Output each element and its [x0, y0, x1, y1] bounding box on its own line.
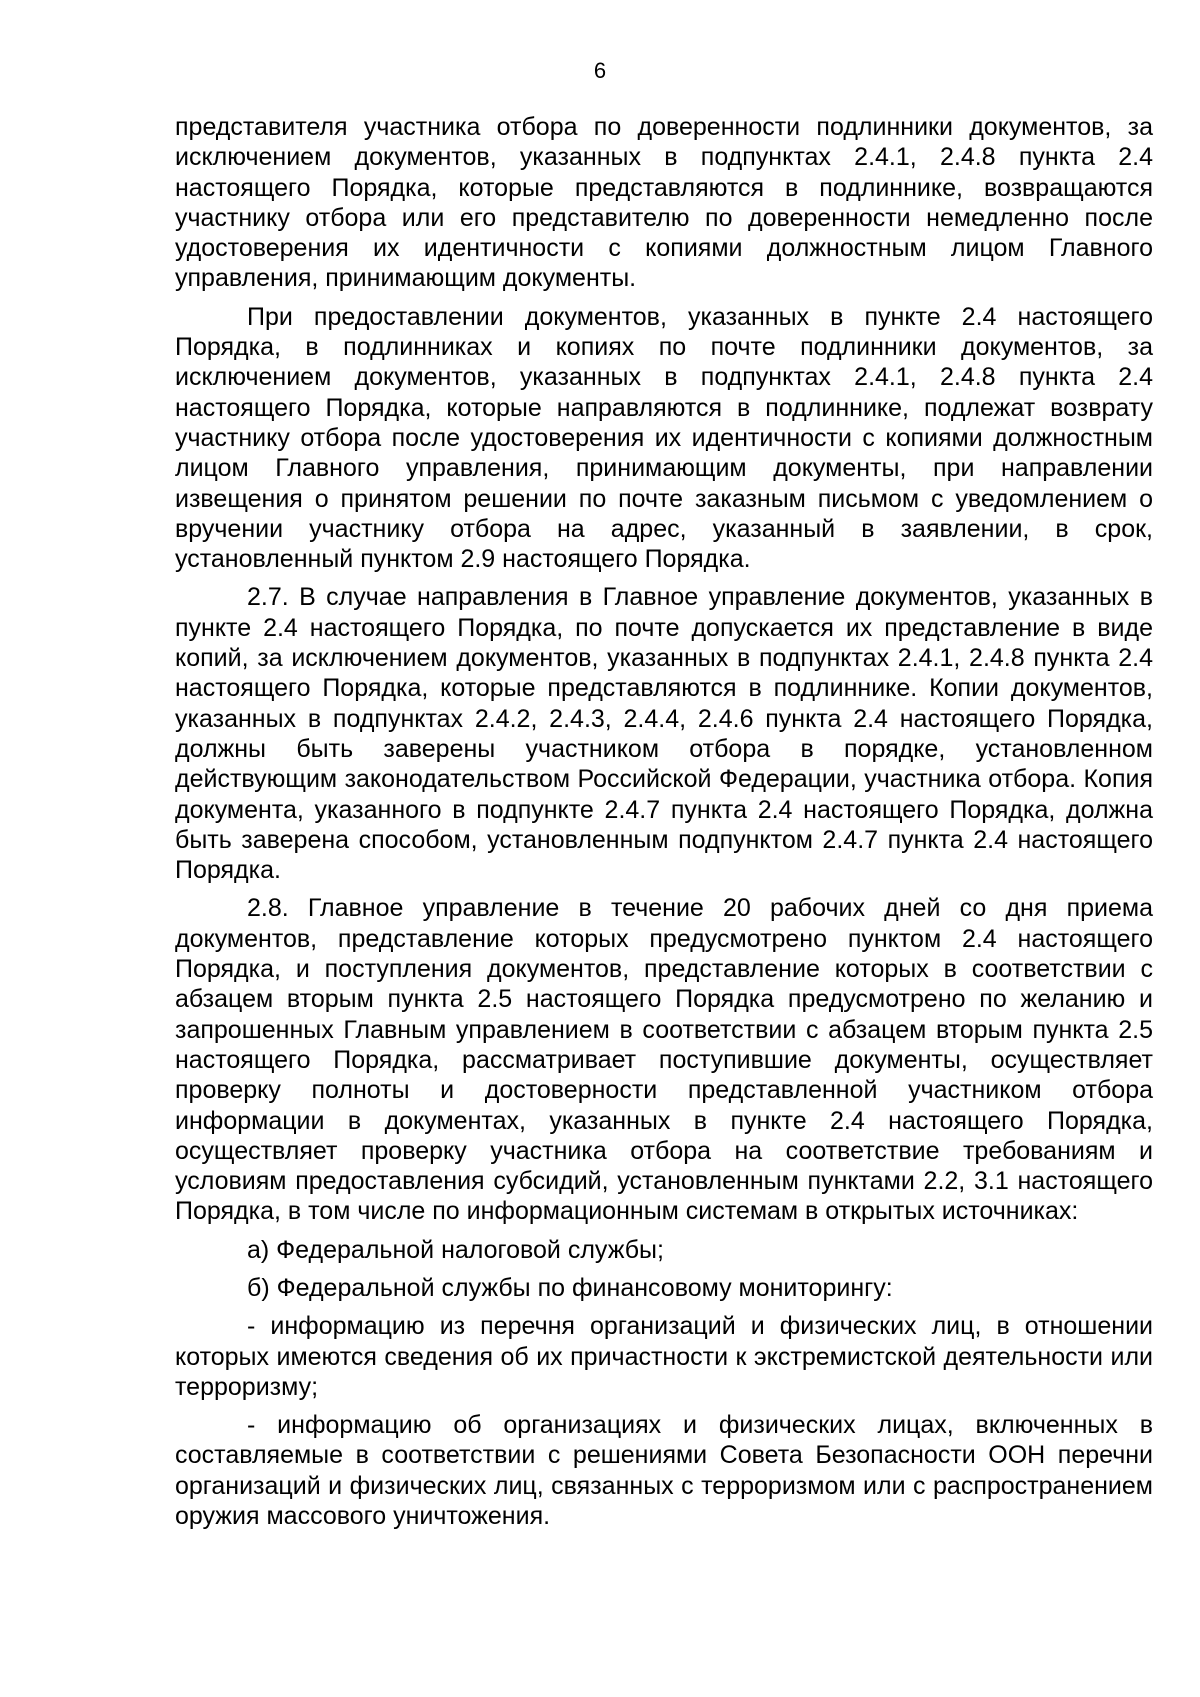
list-subitem-extremism: - информацию из перечня организаций и физических лиц, в отношении которых имеются сведения об их причастности к экстремистской деятельности или терроризму;: [175, 1312, 1153, 1401]
paragraph-2-8: 2.8. Главное управление в течение 20 рабочих дней со дня приема документов, представление которых предусмотрено пунктом 2.4 настоящего Порядка, и поступления документов, представление которых в соответствии с абзацем вторым пункта 2.5 настоящего Порядка предусмотрено по желанию и запрошенных Главным управлением в соответствии с абзацем вторым пункта 2.5 настоящего Порядка, рассматривает поступившие документы, осуществляет проверку полноты и достоверности представленной участником отбора информации в документах, указанных в пункте 2.4 настоящего Порядка, осуществляет проверку участника отбора на соответствие требованиям и условиям предоставления субсидий, установленным пунктами 2.2, 3.1 настоящего Порядка, в том числе по информационным системам в открытых источниках:: [175, 894, 1153, 1226]
paragraph-2-7: 2.7. В случае направления в Главное управление документов, указанных в пункте 2.4 настоящего Порядка, по почте допускается их представление в виде копий, за исключением документов, указанных в подпунктах 2.4.1, 2.4.8 пункта 2.4 настоящего Порядка, которые представляются в подлиннике. Копии документов, указанных в подпунктах 2.4.2, 2.4.3, 2.4.4, 2.4.6 пункта 2.4 настоящего Порядка, должны быть заверены участником отбора в порядке, установленном действующим законодательством Российской Федерации, участника отбора. Копия документа, указанного в подпункте 2.4.7 пункта 2.4 настоящего Порядка, должна быть заверена способом, установленным подпунктом 2.4.7 пункта 2.4 настоящего Порядка.: [175, 583, 1153, 885]
list-item-b: б) Федеральной службы по финансовому мониторингу:: [247, 1273, 893, 1302]
page-number: 6: [593, 58, 607, 83]
list-subitem-un-sanctions: - информацию об организациях и физических лицах, включенных в составляемые в соответствии с решениями Совета Безопасности ООН перечни организаций и физических лиц, связанных с терроризмом или с распространением оружия массового уничтожения.: [175, 1411, 1153, 1531]
paragraph-originals-by-mail: При предоставлении документов, указанных в пункте 2.4 настоящего Порядка, в подлинниках и копиях по почте подлинники документов, за исключением документов, указанных в подпунктах 2.4.1, 2.4.8 пункта 2.4 настоящего Порядка, которые направляются в подлиннике, подлежат возврату участнику отбора после удостоверения их идентичности с копиями должностным лицом Главного управления, принимающим документы, при направлении извещения о принятом решении по почте заказным письмом с уведомлением о вручении участнику отбора на адрес, указанный в заявлении, в срок, установленный пунктом 2.9 настоящего Порядка.: [175, 302, 1153, 574]
document-body: [175, 112, 1153, 1539]
paragraph-continuation: представителя участника отбора по доверенности подлинники документов, за исключением документов, указанных в подпунктах 2.4.1, 2.4.8 пункта 2.4 настоящего Порядка, которые представляются в подлиннике, возвращаются участнику отбора или его представителю по доверенности немедленно после удостоверения их идентичности с копиями должностным лицом Главного управления, принимающим документы.: [175, 113, 1153, 293]
list-item-a: а) Федеральной налоговой службы;: [247, 1235, 664, 1264]
